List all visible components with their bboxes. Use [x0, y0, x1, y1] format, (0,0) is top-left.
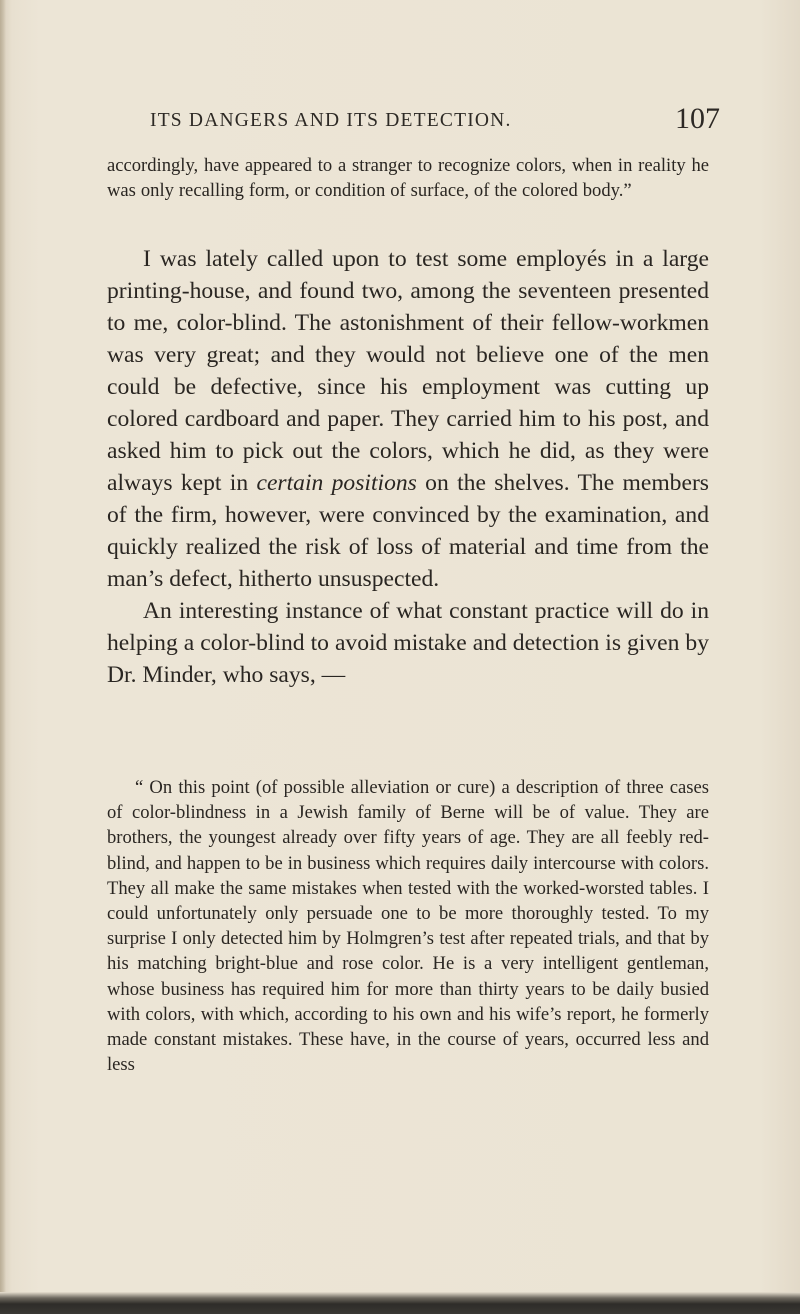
minder-quote-paragraph: “ On this point (of possible alleviation or cure) a description of three cases of color-blindness in a Jewish family of Berne will be of value. They are brothers, the youngest already over fifty years of age. They are all feebly red-blind, and happen to be in business which requires daily intercourse with colors. They all make the same mistakes when tested with the worked-worsted tables. I could unfortunately only persuade one to be more thoroughly tested. To my surprise I only detected him by Holmgren’s test after repeated trials, and that by his matching bright-blue and rose color. He is a very intelligent gentleman, whose business has required him for more than thirty years to be daily busied with colors, with which, according to his own and his wife’s report, he formerly made constant mistakes. These have, in the course of years, occurred less and less	[107, 777, 709, 1076]
block-quote	[107, 775, 709, 1077]
page-bottom-edge	[0, 1292, 800, 1314]
continued-quote-paragraph: accordingly, have appeared to a stranger to recognize colors, when in reality he was only recalling form, or condition of surface, of the colored body.”	[107, 155, 709, 202]
minder-intro-paragraph: An interesting instance of what constant practice will do in helping a color-blind to avoid mistake and detection is given by Dr. Minder, who says, —	[107, 598, 709, 688]
running-head-title: ITS DANGERS AND ITS DETECTION.	[150, 110, 512, 131]
italic-emphasis: certain positions	[256, 470, 417, 496]
paragraph-continuation	[107, 153, 709, 203]
spine-shadow	[0, 0, 6, 1314]
paragraph-text: I was lately called upon to test some employés in a large printing-house, and found two, among the seventeen presented to me, color-blind. The astonishment of their fellow-workmen was very great; and they would not believe one of the men could be defective, since his employment was cutting up colored cardboard and paper. They carried him to his post, and asked him to pick out the colors, which he did, as they were always kept in	[107, 246, 709, 496]
paragraph-text: on the shelves. The members of the firm, however, were convinced by the examination, and quickly realized the risk of loss of material and time from the man’s defect, hitherto unsuspected.	[107, 470, 709, 592]
printing-house-paragraph	[107, 243, 709, 595]
page-number: 107	[675, 102, 720, 135]
running-head	[100, 102, 720, 142]
main-text	[107, 243, 709, 691]
